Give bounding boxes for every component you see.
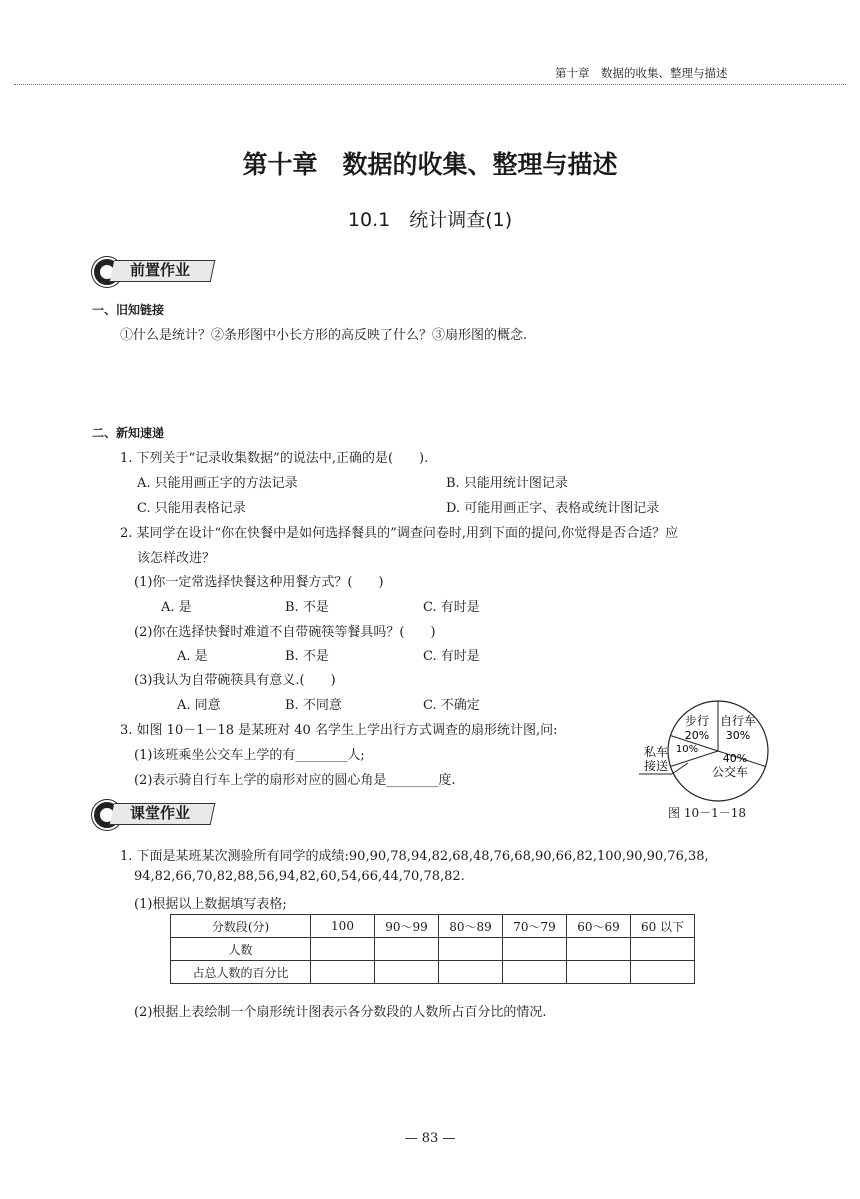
table-header-cell: 80～89: [439, 915, 503, 938]
q2-sub1-opt-c: C. 有时是: [423, 600, 480, 615]
table-cell-blank[interactable]: [311, 961, 375, 984]
cw-q1-stem-line2: 94,82,66,70,82,88,56,94,82,60,54,66,44,70,78,82.: [134, 869, 465, 884]
chapter-title: 第十章 数据的收集、整理与描述: [242, 150, 618, 179]
table-cell-blank[interactable]: [439, 961, 503, 984]
chart-caption: 图 10－1－18: [668, 806, 746, 820]
q3-stem: 3. 如图 10－1－18 是某班对 40 名学生上学出行方式调查的扇形统计图,问:: [120, 723, 558, 738]
preview-badge: [92, 257, 232, 283]
badge-label: 前置作业: [130, 261, 191, 279]
q3-sub1: (1)该班乘坐公交车上学的有________人;: [134, 748, 365, 763]
q2-sub3-opt-c: C. 不确定: [423, 698, 480, 713]
running-header: 第十章 数据的收集、整理与描述: [555, 66, 728, 80]
cw-q1-sub2: (2)根据上表绘制一个扇形统计图表示各分数段的人数所占百分比的情况.: [134, 1005, 547, 1020]
q2-sub2: (2)你在选择快餐时难道不自带碗筷等餐具吗？( ): [134, 625, 436, 640]
table-cell-blank[interactable]: [375, 961, 439, 984]
table-cell-blank[interactable]: [503, 961, 567, 984]
table-header-cell: 60 以下: [631, 915, 695, 938]
q2-sub1-opt-a: A. 是: [161, 600, 192, 615]
table-header-cell: 分数段(分): [171, 915, 311, 938]
q2-sub3: (3)我认为自带碗筷具有意义.( ): [134, 673, 336, 688]
table-cell-blank[interactable]: [311, 938, 375, 961]
header-divider: [14, 84, 846, 85]
q3-sub2: (2)表示骑自行车上学的扇形对应的圆心角是________度.: [134, 773, 456, 788]
label-bus-pct: 40%: [722, 752, 748, 765]
part1-text: ①什么是统计？②条形图中小长方形的高反映了什么？③扇形图的概念.: [120, 328, 528, 343]
table-row-label: 占总人数的百分比: [171, 961, 311, 984]
label-car-pct: 10%: [675, 744, 699, 755]
q2-stem-line2: 该怎样改进？: [137, 551, 216, 566]
label-bike-pct: 30%: [725, 729, 751, 742]
table-header-row: [171, 915, 695, 938]
table-row: [171, 938, 695, 961]
page-number: — 83 —: [404, 1131, 456, 1146]
label-car-name-line1: 私车: [643, 745, 669, 759]
table-cell-blank[interactable]: [567, 938, 631, 961]
q2-sub2-opt-c: C. 有时是: [423, 649, 480, 664]
pie-chart: [630, 700, 790, 804]
classwork-badge: [92, 800, 232, 826]
table-header-cell: 60～69: [567, 915, 631, 938]
label-car-name-line2: 接送: [643, 759, 669, 773]
table-cell-blank[interactable]: [631, 938, 695, 961]
cw-q1-sub1: (1)根据以上数据填写表格;: [134, 897, 287, 912]
table-row: [171, 961, 695, 984]
table-header-cell: 100: [311, 915, 375, 938]
table-cell-blank[interactable]: [631, 961, 695, 984]
q1-stem: 1. 下列关于“记录收集数据”的说法中,正确的是( ).: [120, 451, 429, 466]
table-header-cell: 70～79: [503, 915, 567, 938]
part2-heading: 二、新知速递: [92, 426, 165, 440]
label-bike-name: 自行车: [719, 714, 757, 728]
label-walk-pct: 20%: [684, 729, 710, 742]
table-row-label: 人数: [171, 938, 311, 961]
section-title: 10.1 统计调查(1): [347, 209, 513, 231]
q2-sub3-opt-a: A. 同意: [177, 698, 221, 713]
cw-q1-stem-line1: 1. 下面是某班某次测验所有同学的成绩:90,90,78,94,82,68,48,76,68,90,66,82,100,90,90,76,38,: [120, 849, 709, 864]
q1-option-b: B. 只能用统计图记录: [446, 476, 568, 491]
label-walk-name: 步行: [684, 714, 710, 728]
table-cell-blank[interactable]: [439, 938, 503, 961]
badge-label: 课堂作业: [130, 804, 191, 822]
q1-option-a: A. 只能用画正字的方法记录: [137, 476, 298, 491]
q2-sub2-opt-b: B. 不是: [285, 649, 329, 664]
table-cell-blank[interactable]: [503, 938, 567, 961]
score-table: [170, 914, 695, 984]
table-header-cell: 90～99: [375, 915, 439, 938]
part1-heading: 一、旧知链接: [92, 303, 165, 317]
q1-option-d: D. 可能用画正字、表格或统计图记录: [446, 501, 660, 516]
q2-sub2-opt-a: A. 是: [177, 649, 208, 664]
q2-sub3-opt-b: B. 不同意: [285, 698, 342, 713]
q2-sub1-opt-b: B. 不是: [285, 600, 329, 615]
table-cell-blank[interactable]: [375, 938, 439, 961]
q1-option-c: C. 只能用表格记录: [137, 501, 246, 516]
q2-stem-line1: 2. 某同学在设计“你在快餐中是如何选择餐具的”调查问卷时,用到下面的提问,你觉得是否合适？应: [120, 526, 679, 541]
q2-sub1: (1)你一定常选择快餐这种用餐方式？( ): [134, 575, 384, 590]
table-cell-blank[interactable]: [567, 961, 631, 984]
label-bus-name: 公交车: [711, 765, 749, 779]
